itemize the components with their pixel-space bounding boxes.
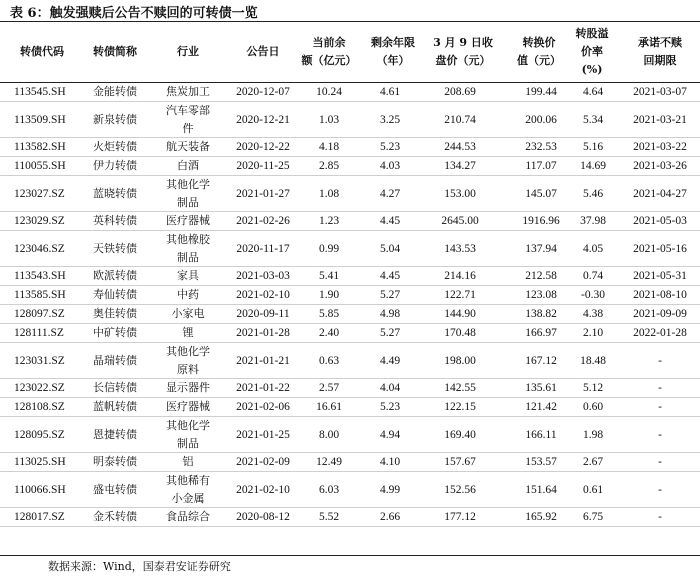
cell-date: 2021-02-10: [236, 289, 290, 301]
cell-industry: 锂: [182, 326, 194, 339]
cell-balance: 2.85: [318, 160, 340, 172]
cell-years: 4.94: [379, 428, 401, 441]
cell-conv-value: 145.07: [525, 187, 557, 200]
cell-name: 长信转债: [93, 381, 137, 394]
cell-name: 新泉转债: [93, 112, 137, 126]
cell-code: 123027.SZ: [14, 187, 65, 200]
cell-years: 4.99: [379, 483, 401, 496]
table-row: [0, 138, 700, 157]
cell-premium: 1.98: [582, 428, 604, 441]
cell-date: 2021-01-22: [236, 382, 290, 394]
cell-close: 177.12: [444, 511, 476, 523]
cell-promise: 2021-03-22: [633, 141, 687, 153]
cell-promise: 2021-03-26: [633, 160, 687, 172]
cell-years: 4.45: [379, 215, 401, 227]
cell-years: 5.23: [379, 401, 401, 413]
cell-close: 144.90: [444, 308, 476, 320]
cell-balance: 4.18: [318, 141, 340, 153]
cell-name: 盛屯转债: [93, 482, 137, 496]
cell-code: 128017.SZ: [14, 511, 65, 523]
cell-years: 4.45: [379, 270, 401, 282]
cell-balance: 0.63: [318, 354, 340, 367]
cell-name: 明泰转债: [93, 455, 137, 468]
cell-industry: 白酒: [177, 159, 199, 172]
cell-industry: 医疗器械: [166, 400, 210, 413]
cell-promise: 2021-05-31: [633, 270, 687, 282]
cell-promise: 2021-03-07: [633, 86, 687, 98]
cell-industry: 其他稀有 小金属: [166, 473, 210, 505]
cell-promise: 2021-05-03: [633, 215, 687, 227]
table-row: [0, 83, 700, 102]
cell-date: 2020-09-11: [236, 308, 290, 320]
cell-industry: 航天装备: [166, 140, 210, 153]
table-row: [0, 324, 700, 343]
cell-conv-value: 232.53: [525, 141, 557, 153]
cell-promise: -: [658, 483, 662, 496]
cell-industry: 显示器件: [166, 381, 210, 394]
header-date: 公告日: [246, 45, 280, 58]
table-row: [0, 398, 700, 417]
table-row: [0, 472, 700, 508]
cell-premium: 5.16: [582, 141, 604, 153]
cell-industry: 小家电: [171, 307, 205, 320]
cell-conv-value: 166.97: [525, 327, 557, 339]
cell-promise: 2021-08-10: [633, 289, 687, 301]
cell-name: 蓝晓转债: [93, 186, 137, 200]
cell-promise: 2021-04-27: [633, 187, 687, 200]
cell-industry: 其他化学 制品: [166, 418, 210, 450]
cell-industry: 汽车零部 件: [166, 103, 210, 135]
cell-premium: 5.46: [582, 187, 604, 200]
cell-industry: 焦炭加工: [166, 85, 210, 98]
cell-date: 2021-02-10: [236, 483, 290, 496]
table-row: [0, 212, 700, 231]
cell-name: 奥佳转债: [93, 307, 137, 320]
cell-premium: 4.64: [582, 86, 604, 98]
cell-conv-value: 212.58: [525, 270, 557, 282]
cell-conv-value: 165.92: [525, 511, 557, 523]
cell-date: 2021-01-28: [236, 327, 290, 339]
cell-conv-value: 200.06: [525, 113, 557, 126]
cell-premium: 0.61: [582, 483, 604, 496]
cell-promise: -: [658, 354, 662, 367]
cell-balance: 5.41: [318, 270, 340, 282]
cell-close: 122.15: [444, 401, 476, 413]
cell-premium: 5.12: [582, 382, 604, 394]
table-row: [0, 305, 700, 324]
cell-industry: 其他化学 原料: [166, 344, 210, 376]
cell-years: 4.10: [379, 456, 401, 468]
cell-promise: 2021-05-16: [633, 242, 687, 255]
cell-code: 128095.SZ: [14, 428, 65, 441]
table-header: [0, 22, 700, 82]
cell-industry: 铝: [182, 455, 194, 468]
header-balance: 当前余 额（亿元）: [301, 36, 357, 67]
header-conv-value: 转换价 值（元）: [517, 36, 561, 67]
table-row: [0, 508, 700, 527]
cell-code: 113582.SH: [14, 141, 66, 153]
cell-name: 伊力转债: [93, 159, 137, 172]
cell-premium: 5.34: [582, 113, 604, 126]
cell-code: 128111.SZ: [14, 327, 64, 339]
cell-close: 153.00: [444, 187, 476, 200]
cell-industry: 食品综合: [166, 510, 210, 523]
cell-conv-value: 166.11: [525, 428, 557, 441]
cell-name: 中矿转债: [93, 326, 137, 339]
cell-conv-value: 153.57: [525, 456, 557, 468]
cell-date: 2021-02-26: [236, 215, 290, 227]
cell-name: 天铁转债: [93, 241, 137, 255]
cell-name: 寿仙转债: [93, 288, 137, 301]
cell-promise: 2021-03-21: [633, 113, 687, 126]
data-source-note: 数据来源：Wind，国泰君安证券研究: [48, 560, 231, 573]
header-premium: 转股溢 价率 (%): [575, 27, 609, 76]
cell-code: 113543.SH: [14, 270, 66, 282]
cell-name: 晶瑞转债: [93, 353, 137, 367]
cell-years: 5.27: [379, 289, 401, 301]
cell-premium: 18.48: [580, 354, 606, 367]
cell-years: 4.61: [379, 86, 401, 98]
cell-conv-value: 121.42: [525, 401, 557, 413]
cell-code: 123046.SZ: [14, 242, 65, 255]
cell-promise: -: [658, 511, 662, 523]
table-body: [0, 83, 700, 527]
cell-close: 198.00: [444, 354, 476, 367]
cell-premium: -0.30: [581, 289, 605, 301]
cell-premium: 2.10: [582, 327, 604, 339]
header-close: 3 月 9 日收 盘价（元）: [433, 36, 493, 67]
cell-industry: 家具: [177, 269, 199, 282]
cell-name: 金禾转债: [93, 510, 137, 523]
cell-conv-value: 1916.96: [522, 215, 560, 227]
cell-industry: 其他橡胶 制品: [166, 232, 210, 264]
cell-code: 113025.SH: [14, 456, 66, 468]
cell-balance: 1.08: [318, 187, 340, 200]
table-row: [0, 176, 700, 212]
cell-promise: -: [658, 401, 662, 413]
table-title: 表 6：触发强赎后公告不赎回的可转债一览: [10, 6, 258, 21]
table-row: [0, 286, 700, 305]
cell-code: 113585.SH: [14, 289, 66, 301]
header-name: 转债简称: [93, 45, 137, 58]
cell-premium: 37.98: [580, 215, 606, 227]
cell-date: 2020-12-07: [236, 86, 290, 98]
cell-code: 123031.SZ: [14, 354, 65, 367]
cell-conv-value: 151.64: [525, 483, 557, 496]
cell-years: 3.25: [379, 113, 401, 126]
cell-premium: 2.67: [582, 456, 604, 468]
table-row: [0, 343, 700, 379]
cell-close: 214.16: [444, 270, 476, 282]
cell-conv-value: 135.61: [525, 382, 557, 394]
cell-name: 蓝帆转债: [93, 400, 137, 413]
cell-years: 4.03: [379, 160, 401, 172]
cell-years: 5.04: [379, 242, 401, 255]
cell-years: 4.49: [379, 354, 401, 367]
cell-code: 128108.SZ: [14, 401, 65, 413]
header-industry: 行业: [177, 45, 199, 58]
cell-premium: 6.75: [582, 511, 604, 523]
cell-code: 110055.SH: [14, 160, 66, 172]
cell-balance: 1.23: [318, 215, 340, 227]
header-years: 剩余年限 （年）: [371, 36, 415, 67]
cell-close: 244.53: [444, 141, 476, 153]
cell-date: 2020-11-25: [236, 160, 290, 172]
cell-close: 210.74: [444, 113, 476, 126]
cell-name: 英科转债: [93, 214, 137, 227]
table-row: [0, 453, 700, 472]
cell-close: 142.55: [444, 382, 476, 394]
cell-close: 122.71: [444, 289, 476, 301]
cell-premium: 4.38: [582, 308, 604, 320]
cell-date: 2021-01-25: [236, 428, 290, 441]
cell-conv-value: 117.07: [525, 160, 557, 172]
cell-close: 152.56: [444, 483, 476, 496]
cell-date: 2021-01-27: [236, 187, 290, 200]
cell-premium: 0.60: [582, 401, 604, 413]
cell-close: 169.40: [444, 428, 476, 441]
cell-name: 恩捷转债: [93, 427, 137, 441]
cell-code: 128097.SZ: [14, 308, 65, 320]
table-row: [0, 102, 700, 138]
cell-name: 欧派转债: [93, 269, 137, 282]
cell-close: 170.48: [444, 327, 476, 339]
cell-years: 4.04: [379, 382, 401, 394]
cell-balance: 1.90: [318, 289, 340, 301]
cell-promise: -: [658, 428, 662, 441]
cell-date: 2021-02-09: [236, 456, 290, 468]
cell-code: 110066.SH: [14, 483, 66, 496]
cell-close: 157.67: [444, 456, 476, 468]
cell-conv-value: 123.08: [525, 289, 557, 301]
cell-date: 2020-08-12: [236, 511, 290, 523]
cell-years: 5.23: [379, 141, 401, 153]
table-row: [0, 267, 700, 286]
cell-balance: 5.52: [318, 511, 340, 523]
cell-conv-value: 167.12: [525, 354, 557, 367]
cell-promise: 2021-09-09: [633, 308, 687, 320]
cell-balance: 2.40: [318, 327, 340, 339]
cell-date: 2020-11-17: [236, 242, 290, 255]
cell-years: 5.27: [379, 327, 401, 339]
cell-code: 113509.SH: [14, 113, 66, 126]
cell-balance: 16.61: [316, 401, 342, 413]
cell-premium: 14.69: [580, 160, 606, 172]
table-row: [0, 379, 700, 398]
cell-balance: 0.99: [318, 242, 340, 255]
cell-close: 2645.00: [441, 215, 479, 227]
cell-name: 金能转债: [93, 85, 137, 98]
cell-balance: 8.00: [318, 428, 340, 441]
cell-years: 4.98: [379, 308, 401, 320]
cell-close: 208.69: [444, 86, 476, 98]
cell-industry: 中药: [177, 288, 199, 301]
cell-years: 2.66: [379, 511, 401, 523]
cell-conv-value: 137.94: [525, 242, 557, 255]
bottom-rule: [0, 555, 700, 556]
cell-code: 123029.SZ: [14, 215, 65, 227]
cell-date: 2021-03-03: [236, 270, 290, 282]
cell-promise: -: [658, 456, 662, 468]
cell-conv-value: 199.44: [525, 86, 557, 98]
table-row: [0, 231, 700, 267]
cell-code: 123022.SZ: [14, 382, 65, 394]
cell-code: 113545.SH: [14, 86, 66, 98]
cell-balance: 1.03: [318, 113, 340, 126]
cell-balance: 5.85: [318, 308, 340, 320]
cell-promise: -: [658, 382, 662, 394]
cell-close: 143.53: [444, 242, 476, 255]
cell-date: 2021-01-21: [236, 354, 290, 367]
cell-date: 2020-12-22: [236, 141, 290, 153]
cell-industry: 其他化学 制品: [166, 177, 210, 209]
cell-close: 134.27: [444, 160, 476, 172]
header-code: 转债代码: [20, 45, 64, 58]
cell-years: 4.27: [379, 187, 401, 200]
cell-balance: 2.57: [318, 382, 340, 394]
cell-balance: 12.49: [316, 456, 342, 468]
table-row: [0, 417, 700, 453]
cell-name: 火炬转债: [93, 140, 137, 153]
cell-premium: 0.74: [582, 270, 604, 282]
cell-balance: 10.24: [316, 86, 342, 98]
cell-balance: 6.03: [318, 483, 340, 496]
cell-date: 2020-12-21: [236, 113, 290, 126]
cell-date: 2021-02-06: [236, 401, 290, 413]
cell-conv-value: 138.82: [525, 308, 557, 320]
table-row: [0, 157, 700, 176]
cell-industry: 医疗器械: [166, 214, 210, 227]
header-promise: 承诺不赎 回期限: [638, 36, 682, 67]
cell-promise: 2022-01-28: [633, 327, 687, 339]
cell-premium: 4.05: [582, 242, 604, 255]
